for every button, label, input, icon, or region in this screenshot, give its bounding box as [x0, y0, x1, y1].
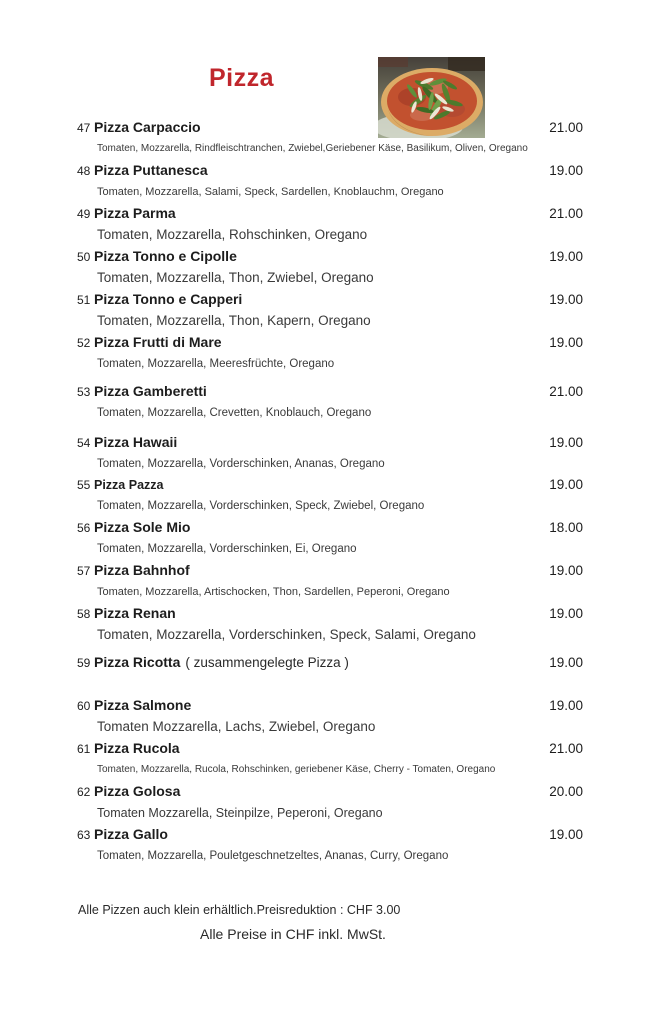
item-description: Tomaten, Mozzarella, Salami, Speck, Sardellen, Knoblauchm, Oregano	[97, 186, 444, 198]
item-price: 19.00	[549, 163, 583, 178]
item-name: Pizza Parma	[94, 205, 176, 221]
menu-item-row	[77, 475, 583, 495]
item-note: ( zusammengelegte Pizza )	[185, 655, 349, 670]
item-description: Tomaten Mozzarella, Steinpilze, Peperoni, Oregano	[97, 806, 383, 820]
item-name: Pizza Ricotta	[94, 654, 181, 670]
page-title: Pizza	[209, 64, 275, 92]
item-name: Pizza Hawaii	[94, 434, 178, 450]
menu-item-row	[77, 289, 583, 310]
item-price: 19.00	[549, 698, 583, 713]
item-name: Pizza Rucola	[94, 740, 180, 756]
item-name: Pizza Gamberetti	[94, 383, 207, 399]
item-name: Pizza Gallo	[94, 826, 168, 842]
item-number: 60	[77, 699, 91, 713]
item-price: 19.00	[549, 435, 583, 450]
item-number: 54	[77, 436, 91, 450]
item-description: Tomaten, Mozzarella, Vorderschinken, Ei, Oregano	[97, 543, 357, 555]
menu-item-row	[77, 432, 583, 453]
item-number: 47	[77, 121, 91, 135]
item-number: 50	[77, 250, 91, 264]
menu-item	[77, 603, 583, 646]
item-description: Tomaten, Mozzarella, Rucola, Rohschinken, geriebener Käse, Cherry - Tomaten, Oregano	[97, 764, 496, 775]
item-price: 21.00	[549, 741, 583, 756]
item-price: 19.00	[549, 249, 583, 264]
menu-item	[77, 517, 583, 560]
item-description: Tomaten, Mozzarella, Crevetten, Knoblauch, Oregano	[97, 407, 372, 419]
item-name: Pizza Tonno e Capperi	[94, 291, 243, 307]
item-name: Pizza Frutti di Mare	[94, 334, 222, 350]
item-price: 19.00	[549, 335, 583, 350]
menu-item	[77, 117, 583, 160]
item-name: Pizza Sole Mio	[94, 519, 191, 535]
item-price: 18.00	[549, 520, 583, 535]
item-name: Pizza Salmone	[94, 697, 192, 713]
menu-item-row	[77, 117, 583, 138]
item-name: Pizza Bahnhof	[94, 562, 190, 578]
item-number: 51	[77, 293, 91, 307]
footer-note-small-pizza-discount: Alle Pizzen auch klein erhältlich.Preisreduktion : CHF 3.00	[78, 903, 401, 917]
item-price: 19.00	[549, 563, 583, 578]
menu-item-row	[77, 332, 583, 353]
menu-item	[77, 160, 583, 203]
menu-item-row	[77, 381, 583, 402]
menu-item-row	[77, 738, 583, 759]
item-price: 19.00	[549, 655, 583, 670]
item-name: Pizza Carpaccio	[94, 119, 201, 135]
item-description: Tomaten, Mozzarella, Meeresfrüchte, Oregano	[97, 358, 335, 370]
menu-item	[77, 738, 583, 781]
item-price: 19.00	[549, 606, 583, 621]
item-number: 53	[77, 385, 91, 399]
item-number: 59	[77, 656, 91, 670]
item-name: Pizza Golosa	[94, 783, 181, 799]
item-price: 20.00	[549, 784, 583, 799]
item-description: Tomaten, Mozzarella, Vorderschinken, Speck, Zwiebel, Oregano	[97, 500, 425, 512]
item-number: 57	[77, 564, 91, 578]
menu-item	[77, 475, 583, 517]
menu-item-row	[77, 781, 583, 802]
item-description: Tomaten, Mozzarella, Artischocken, Thon, Sardellen, Peperoni, Oregano	[97, 586, 450, 598]
item-number: 56	[77, 521, 91, 535]
menu-item	[77, 381, 583, 424]
item-description: Tomaten, Mozzarella, Thon, Zwiebel, Oregano	[97, 270, 374, 285]
menu-item	[77, 824, 583, 867]
menu-item-row	[77, 160, 583, 181]
menu-item-row	[77, 246, 583, 267]
menu-item	[77, 695, 583, 738]
menu-items	[77, 117, 583, 867]
item-description: Tomaten, Mozzarella, Pouletgeschnetzeltes, Ananas, Curry, Oregano	[97, 850, 449, 862]
item-number: 61	[77, 742, 91, 756]
menu-item-row	[77, 652, 583, 673]
item-price: 19.00	[549, 827, 583, 842]
menu-item	[77, 432, 583, 475]
menu-item-row	[77, 603, 583, 624]
item-number: 58	[77, 607, 91, 621]
item-number: 62	[77, 785, 91, 799]
item-name: Pizza Tonno e Cipolle	[94, 248, 237, 264]
menu-item-row	[77, 695, 583, 716]
item-name: Pizza Pazza	[94, 478, 164, 492]
footer-note-vat: Alle Preise in CHF inkl. MwSt.	[200, 926, 386, 942]
item-number: 49	[77, 207, 91, 221]
item-description: Tomaten, Mozzarella, Vorderschinken, Speck, Salami, Oregano	[97, 627, 476, 642]
menu-item-row	[77, 517, 583, 538]
menu-item	[77, 560, 583, 603]
item-number: 55	[77, 478, 91, 492]
item-description: Tomaten, Mozzarella, Thon, Kapern, Oregano	[97, 313, 371, 328]
item-description: Tomaten, Mozzarella, Rindfleischtranchen, Zwiebel,Geriebener Käse, Basilikum, Oliven, Oregano	[97, 143, 528, 154]
menu-item	[77, 246, 583, 289]
item-price: 21.00	[549, 120, 583, 135]
item-price: 19.00	[549, 477, 583, 492]
item-number: 52	[77, 336, 91, 350]
item-description: Tomaten, Mozzarella, Vorderschinken, Ananas, Oregano	[97, 458, 385, 470]
menu-item	[77, 332, 583, 375]
item-description: Tomaten, Mozzarella, Rohschinken, Oregano	[97, 227, 368, 242]
item-description: Tomaten Mozzarella, Lachs, Zwiebel, Oregano	[97, 719, 376, 734]
item-price: 19.00	[549, 292, 583, 307]
menu-item-row	[77, 560, 583, 581]
menu-item	[77, 652, 583, 673]
item-number: 48	[77, 164, 91, 178]
item-price: 21.00	[549, 206, 583, 221]
menu-item	[77, 781, 583, 824]
menu-item-row	[77, 203, 583, 224]
item-name: Pizza Puttanesca	[94, 162, 208, 178]
item-number: 63	[77, 828, 91, 842]
menu-item	[77, 203, 583, 246]
item-price: 21.00	[549, 384, 583, 399]
item-name: Pizza Renan	[94, 605, 176, 621]
menu-item-row	[77, 824, 583, 845]
menu-item	[77, 289, 583, 332]
